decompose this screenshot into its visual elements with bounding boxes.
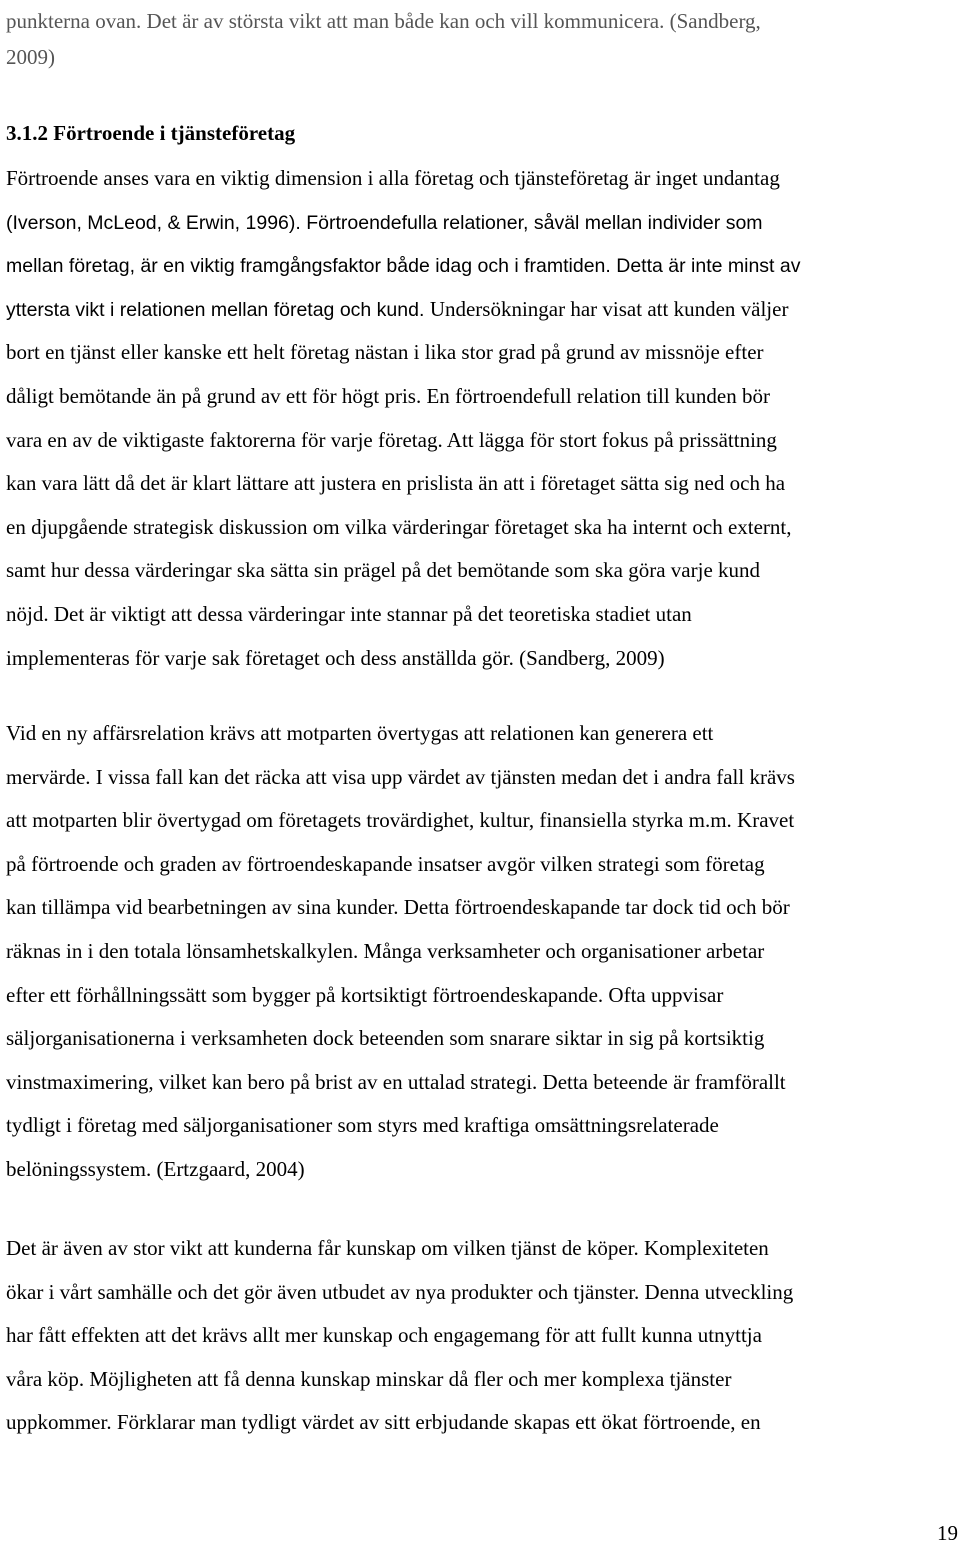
- page-number: 19: [937, 1521, 958, 1545]
- text-line: [6, 1279, 793, 1305]
- text-line: [6, 1322, 762, 1348]
- text-segment: Att lägga för stort fokus på prissättning: [446, 427, 777, 452]
- text-line: [6, 470, 785, 496]
- text-segment: Vid en ny affärsrelation krävs att motparten övertygas att relationen kan generera ett: [6, 721, 714, 745]
- text-segment: Denna utveckling: [644, 1279, 794, 1304]
- text-segment: Möjligheten att få denna kunskap minskar då fler och mer komplexa tjänster: [89, 1366, 732, 1391]
- text-segment: kan vara lätt då det är klart lättare att justera en prislista än att i företaget sätta sig ned och ha: [6, 471, 786, 496]
- text-line: [6, 764, 795, 790]
- text-segment: tydligt i företag med säljorganisationer som styrs med kraftiga omsättningsrelaterade: [6, 1113, 719, 1138]
- text-segment: implementeras för varje sak företaget och dess anställda gör. (Sandberg, 2009): [6, 645, 665, 670]
- text-segment: efter ett förhållningssätt som bygger på kortsiktigt förtroendeskapande.: [6, 982, 609, 1007]
- section-title: Förtroende i tjänsteföretag: [53, 121, 296, 145]
- text-segment: Kravet: [737, 808, 795, 833]
- text-segment: Många verksamheter och organisationer arbetar: [363, 939, 765, 963]
- text-line: [6, 645, 665, 671]
- text-line: [6, 339, 764, 365]
- text-segment: har fått effekten att det krävs allt mer kunskap och engagemang för att fullt kunna utnyttja: [6, 1323, 762, 1348]
- text-line: [6, 1409, 761, 1435]
- text-segment: samt hur dessa värderingar ska sätta sin prägel på det bemötande som ska göra varje kund: [6, 558, 761, 583]
- text-line: [6, 252, 801, 279]
- text-segment: Detta beteende är framförallt: [542, 1069, 786, 1094]
- text-line: [6, 1235, 769, 1261]
- text-line: [6, 807, 794, 833]
- text-segment: mervärde.: [6, 764, 96, 789]
- text-segment: ökar i vårt samhälle och det gör även utbudet av nya produkter och tjänster.: [6, 1279, 645, 1304]
- text-line: [6, 557, 760, 583]
- text-segment: vinstmaximering, vilket kan bero på brist av en uttalad strategi.: [6, 1069, 543, 1094]
- text-line: [6, 165, 780, 191]
- text-segment: dåligt bemötande än på grund av ett för högt pris.: [6, 384, 427, 408]
- text-segment: I vissa fall kan det räcka att visa upp värdet av tjänsten medan det i andra fall krävs: [95, 764, 795, 789]
- text-line: [6, 601, 692, 627]
- text-segment: Ofta uppvisar: [608, 982, 724, 1007]
- text-line: [6, 296, 788, 323]
- text-segment: Undersökningar har visat att kunden väljer: [429, 296, 789, 321]
- text-segment: Förklarar man tydligt värdet av sitt erbjudande skapas ett ökat förtroende, en: [116, 1410, 761, 1435]
- text-line: [6, 383, 770, 409]
- text-segment: belöningssystem. (Ertzgaard, 2004): [6, 1157, 305, 1181]
- text-line: [6, 1112, 719, 1138]
- text-line: [6, 514, 792, 540]
- text-line: [6, 851, 765, 877]
- section-number: 3.1.2: [6, 121, 48, 145]
- text-segment: (Iverson, McLeod, & Erwin, 1996).: [6, 211, 307, 234]
- text-segment: bort en tjänst eller kanske ett helt företag nästan i lika stor grad på grund av missnöje efter: [6, 340, 764, 365]
- text-segment: Förtroende anses vara en viktig dimension i alla företag och tjänsteföretag är inget undantag: [6, 166, 780, 190]
- text-line: 2009): [6, 45, 55, 69]
- text-segment: nöjd.: [6, 602, 54, 626]
- text-segment: att motparten blir övertygad om företagets trovärdighet, kultur, finansiella styrka m.m.: [6, 808, 738, 833]
- text-line: [6, 209, 763, 236]
- text-segment: räknas in i den totala lönsamhetskalkylen.: [6, 939, 364, 963]
- text-line: [6, 1069, 786, 1095]
- text-line: [6, 1156, 305, 1182]
- text-line: [6, 894, 790, 920]
- text-segment: Det är även av stor vikt att kunderna får kunskap om vilken tjänst de köper.: [6, 1236, 644, 1260]
- text-line: [6, 427, 777, 453]
- text-segment: En förtroendefull relation till kunden bör: [426, 384, 770, 408]
- text-line: [6, 982, 723, 1008]
- text-segment: vara en av de viktigaste faktorerna för varje företag.: [6, 427, 447, 452]
- text-segment: säljorganisationerna i verksamheten dock beteenden som snarare siktar in sig på kortsiktig: [6, 1026, 765, 1051]
- text-line: [6, 1366, 731, 1392]
- section-heading: [6, 120, 295, 146]
- text-line: punkterna ovan. Det är av största vikt att man både kan och vill kommunicera. (Sandberg,: [6, 9, 761, 33]
- text-segment: Förtroendefulla relationer, såväl mellan individer som: [306, 211, 763, 234]
- text-segment: Detta är inte minst av: [616, 255, 801, 278]
- text-line: [6, 1025, 764, 1051]
- text-segment: Det är viktigt att dessa värderingar inte stannar på det teoretiska stadiet utan: [53, 602, 692, 626]
- text-segment: på förtroende och graden av förtroendeskapande insatser avgör vilken strategi som företag: [6, 851, 765, 876]
- text-segment: våra köp.: [6, 1366, 90, 1391]
- text-line: [6, 938, 764, 964]
- text-segment: yttersta vikt i relationen mellan företag och kund.: [6, 298, 430, 321]
- text-segment: Detta förtroendeskapande tar dock tid och bör: [403, 895, 790, 920]
- text-segment: uppkommer.: [6, 1410, 117, 1435]
- text-segment: en djupgående strategisk diskussion om vilka värderingar företaget ska ha internt och externt,: [6, 514, 792, 539]
- text-segment: Komplexiteten: [644, 1236, 769, 1260]
- text-line: [6, 720, 713, 746]
- text-segment: mellan företag, är en viktig framgångsfaktor både idag och i framtiden.: [6, 255, 617, 278]
- text-segment: kan tillämpa vid bearbetningen av sina kunder.: [6, 895, 404, 920]
